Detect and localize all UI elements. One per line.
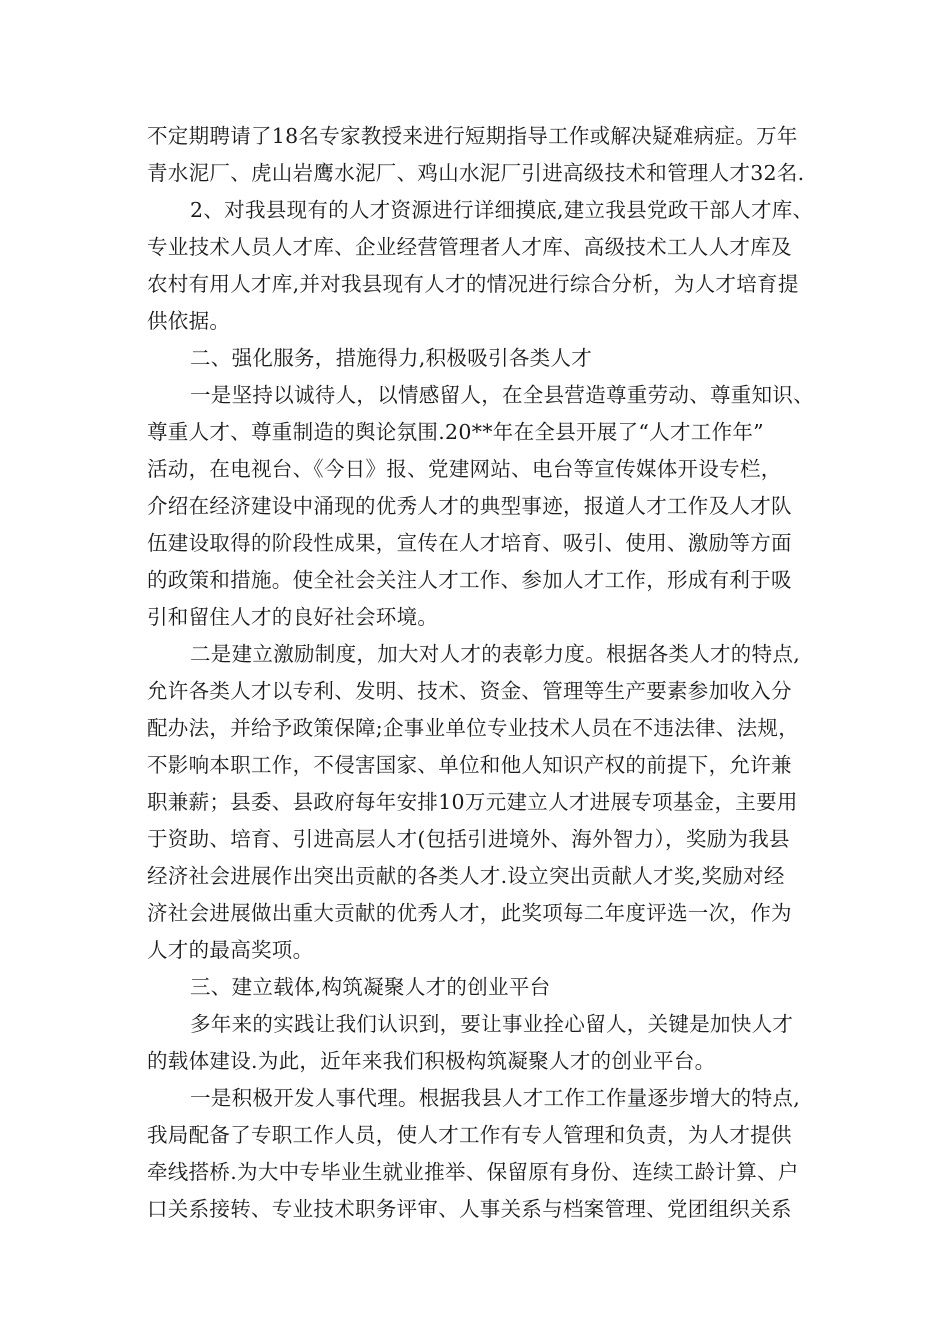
text-line: 尊重人才、尊重制造的舆论氛围.20**年在全县开展了“人才工作年” bbox=[147, 420, 764, 444]
paragraph-start-line: 多年来的实践让我们认识到，要让事业拴心留人，关键是加快人才 bbox=[190, 1012, 794, 1036]
text-line: 供依据。 bbox=[147, 309, 231, 333]
text-line: 活动，在电视台、《今日》报、党建网站、电台等宣传媒体开设专栏， bbox=[147, 457, 782, 481]
text-line: 引和留住人才的良好社会环境。 bbox=[147, 605, 439, 629]
text-line: 农村有用人才库,并对我县现有人才的情况进行综合分析，为人才培育提 bbox=[147, 272, 799, 296]
text-line: 专业技术人员人才库、企业经营管理者人才库、高级技术工人人才库及 bbox=[147, 235, 792, 259]
section-heading: 二、强化服务，措施得力,积极吸引各类人才 bbox=[190, 346, 593, 370]
text-line: 允许各类人才以专利、发明、技术、资金、管理等生产要素参加收入分 bbox=[147, 679, 792, 703]
text-line: 伍建设取得的阶段性成果，宣传在人才培育、吸引、使用、激励等方面 bbox=[147, 531, 792, 555]
text-line: 配办法，并给予政策保障;企事业单位专业技术人员在不违法律、法规， bbox=[147, 716, 800, 740]
text-line: 人才的最高奖项。 bbox=[147, 938, 314, 962]
paragraph-start-line: 二是建立激励制度，加大对人才的表彰力度。根据各类人才的特点, bbox=[190, 642, 801, 666]
paragraph-start-line: 2、对我县现有的人才资源进行详细摸底,建立我县党政干部人才库、 bbox=[190, 198, 814, 222]
text-line: 我局配备了专职工作人员，使人才工作有专人管理和负责，为人才提供 bbox=[147, 1123, 792, 1147]
text-line: 职兼薪；县委、县政府每年安排10万元建立人才进展专项基金，主要用 bbox=[147, 790, 798, 814]
text-line: 的载体建设.为此，近年来我们积极构筑凝聚人才的创业平台。 bbox=[147, 1049, 716, 1073]
text-line: 于资助、培育、引进高层人才(包括引进境外、海外智力），奖励为我县 bbox=[147, 827, 790, 851]
text-line: 不定期聘请了18名专家教授来进行短期指导工作或解决疑难病症。万年 bbox=[147, 124, 798, 148]
text-line: 经济社会进展作出突出贡献的各类人才.设立突出贡献人才奖,奖励对经 bbox=[147, 864, 785, 888]
text-line: 口关系接转、专业技术职务评审、人事关系与档案管理、党团组织关系 bbox=[147, 1197, 792, 1221]
section-heading: 三、建立载体,构筑凝聚人才的创业平台 bbox=[190, 975, 551, 999]
text-line: 介绍在经济建设中涌现的优秀人才的典型事迹，报道人才工作及人才队 bbox=[147, 494, 792, 518]
text-line: 不影响本职工作，不侵害国家、单位和他人知识产权的前提下，允许兼 bbox=[147, 753, 792, 777]
text-line: 青水泥厂、虎山岩鹰水泥厂、鸡山水泥厂引进高级技术和管理人才32名. bbox=[147, 161, 805, 185]
paragraph-start-line: 一是积极开发人事代理。根据我县人才工作工作量逐步增大的特点, bbox=[190, 1086, 801, 1110]
text-line: 牵线搭桥.为大中专毕业生就业推举、保留原有身份、连续工龄计算、户 bbox=[147, 1160, 799, 1184]
text-line: 的政策和措施。使全社会关注人才工作、参加人才工作，形成有利于吸 bbox=[147, 568, 792, 592]
text-line: 济社会进展做出重大贡献的优秀人才，此奖项每二年度评选一次，作为 bbox=[147, 901, 792, 925]
paragraph-start-line: 一是坚持以诚待人，以情感留人，在全县营造尊重劳动、尊重知识、 bbox=[190, 383, 814, 407]
